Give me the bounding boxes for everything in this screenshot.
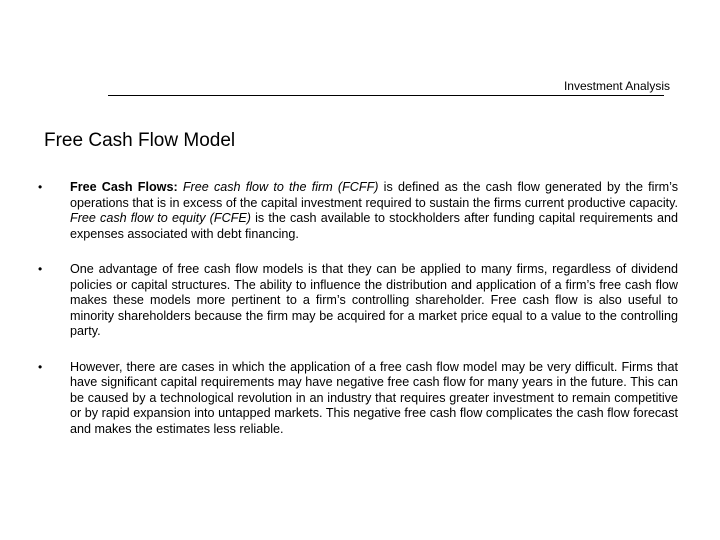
bullet-lead: Free Cash Flows:	[70, 180, 178, 194]
fcff-definition: is defined as the cash flow generated by the firm’s operations that is in excess of the capital investment required to sustain the firms current productive capacity.	[70, 180, 678, 210]
bullet-list	[38, 180, 678, 457]
fcfe-term: Free cash flow to equity (FCFE)	[70, 211, 251, 225]
bullet-marker: •	[38, 359, 43, 374]
fcff-term: Free cash flow to the firm (FCFF)	[177, 180, 379, 194]
bullet-item-advantage	[38, 262, 678, 340]
bullet-item-difficulty	[38, 360, 678, 438]
bullet-text: However, there are cases in which the application of a free cash flow model may be very difficult. Firms that have significant capital requirements may have negative free cash flow for many years in the future. This can be caused by a technological revolution in an industry that requires greater investment to remain competitive or by rapid expansion into untapped markets. This negative free cash flow complicates the cash flow forecast and makes the estimates less reliable.	[70, 359, 678, 436]
header-rule	[108, 95, 664, 96]
bullet-marker: •	[38, 262, 43, 276]
fcfe-definition: is the cash available to stockholders after funding capital requirements and expenses associated with debt financing.	[70, 211, 678, 241]
bullet-item-free-cash-flows	[38, 180, 678, 242]
slide-title: Free Cash Flow Model	[44, 130, 236, 151]
bullet-text: One advantage of free cash flow models is that they can be applied to many firms, regardless of dividend policies or capital structures. The ability to influence the distribution and application of a firm’s free cash flow makes these models more pertinent to a firm’s controlling shareholder. Free cash flow is also useful to minority shareholders because the firm may be acquired for a market price equal to a value to the controlling party.	[70, 262, 678, 338]
bullet-marker: •	[38, 180, 43, 194]
header-label: Investment Analysis	[563, 79, 670, 93]
